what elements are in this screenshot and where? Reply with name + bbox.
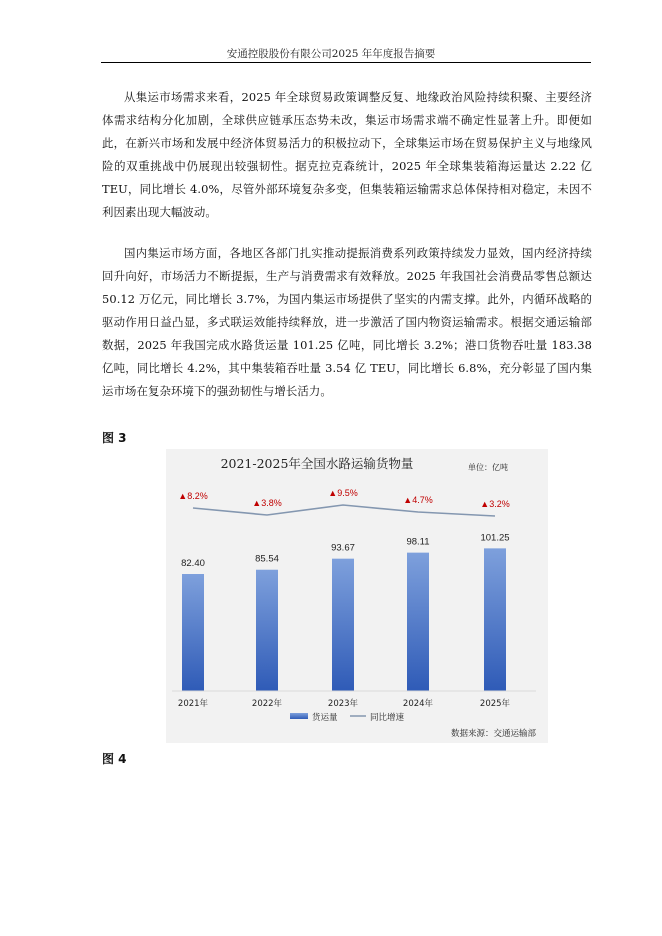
legend-bar-label: 货运量: [312, 713, 338, 723]
figure-4-label: 图 4: [102, 752, 127, 766]
bar-2021年: [182, 574, 204, 691]
bar-2023年: [332, 559, 354, 691]
page-header: 安通控股股份有限公司2025 年年度报告摘要: [226, 48, 436, 60]
bar-value-label: 101.25: [480, 532, 510, 544]
x-tick-label: 2022年: [251, 699, 283, 709]
bar-2024年: [407, 553, 429, 691]
x-tick-label: 2024年: [402, 699, 434, 709]
legend-bar-swatch: [290, 713, 308, 719]
x-tick-label: 2023年: [327, 699, 359, 709]
chart-title: 2021-2025年全国水路运输货物量: [220, 456, 414, 471]
chart-unit: 单位：亿吨: [468, 463, 508, 472]
growth-rate-label: ▲8.2%: [178, 491, 208, 501]
header-rule: [101, 62, 591, 63]
chart-source: 数据来源：交通运输部: [450, 729, 536, 739]
chart-svg: [166, 449, 548, 743]
growth-rate-label: ▲9.5%: [328, 488, 358, 498]
growth-rate-label: ▲3.2%: [480, 499, 510, 509]
bar-value-label: 82.40: [181, 558, 205, 569]
chart-legend: [290, 712, 405, 723]
growth-rate-line: [193, 505, 495, 516]
paragraph-shipping-demand: 从集运市场需求来看，2025 年全球贸易政策调整反复、地缘政治风险持续积聚、主要经济体需求结构分化加剧，全球供应链承压态势未改，集运市场需求端不确定性显著上升。即便如此，在新兴市场和发展中经济体贸易活力的积极拉动下，全球集运市场在贸易保护主义与地缘风险的双重挑战中仍展现出较强韧性。据克拉克森统计，2025 年全球集装箱海运量达 2.22 亿 TEU，同比增长 4.0%，尽管外部环境复杂多变，但集装箱运输需求总体保持相对稳定，未因不利因素出现大幅波动。: [102, 90, 592, 219]
bar-2025年: [484, 548, 506, 691]
bar-value-label: 85.54: [255, 553, 279, 565]
paragraph-domestic-market: 国内集运市场方面，各地区各部门扎实推动提振消费系列政策持续发力显效，国内经济持续回升向好，市场活力不断提振，生产与消费需求有效释放。2025 年我国社会消费品零售总额达 50.12 万亿元，同比增长 3.7%，为国内集运市场提供了坚实的内需支撑。此外，内循环战略的驱动作用日益凸显，多式联运效能持续释放，进一步激活了国内物资运输需求。根据交通运输部数据，2025 年我国完成水路货运量 101.25 亿吨，同比增长 3.2%；港口货物吞吐量 183.38 亿吨，同比增长 4.2%，其中集装箱吞吐量 3.54 亿 TEU，同比增长 6.8%，充分彰显了国内集运市场在复杂环境下的强劲韧性与增长活力。: [102, 246, 592, 398]
x-tick-label: 2025年: [479, 699, 511, 709]
bar-2022年: [256, 570, 278, 691]
x-tick-label: 2021年: [177, 699, 209, 709]
figure-3-label: 图 3: [102, 431, 127, 445]
bar-value-label: 93.67: [331, 542, 355, 554]
bar-value-label: 98.11: [406, 536, 430, 548]
growth-rate-label: ▲3.8%: [252, 498, 282, 508]
legend-line-label: 同比增速: [370, 713, 405, 723]
growth-rate-label: ▲4.7%: [403, 495, 433, 505]
waterway-freight-chart: [166, 449, 548, 743]
